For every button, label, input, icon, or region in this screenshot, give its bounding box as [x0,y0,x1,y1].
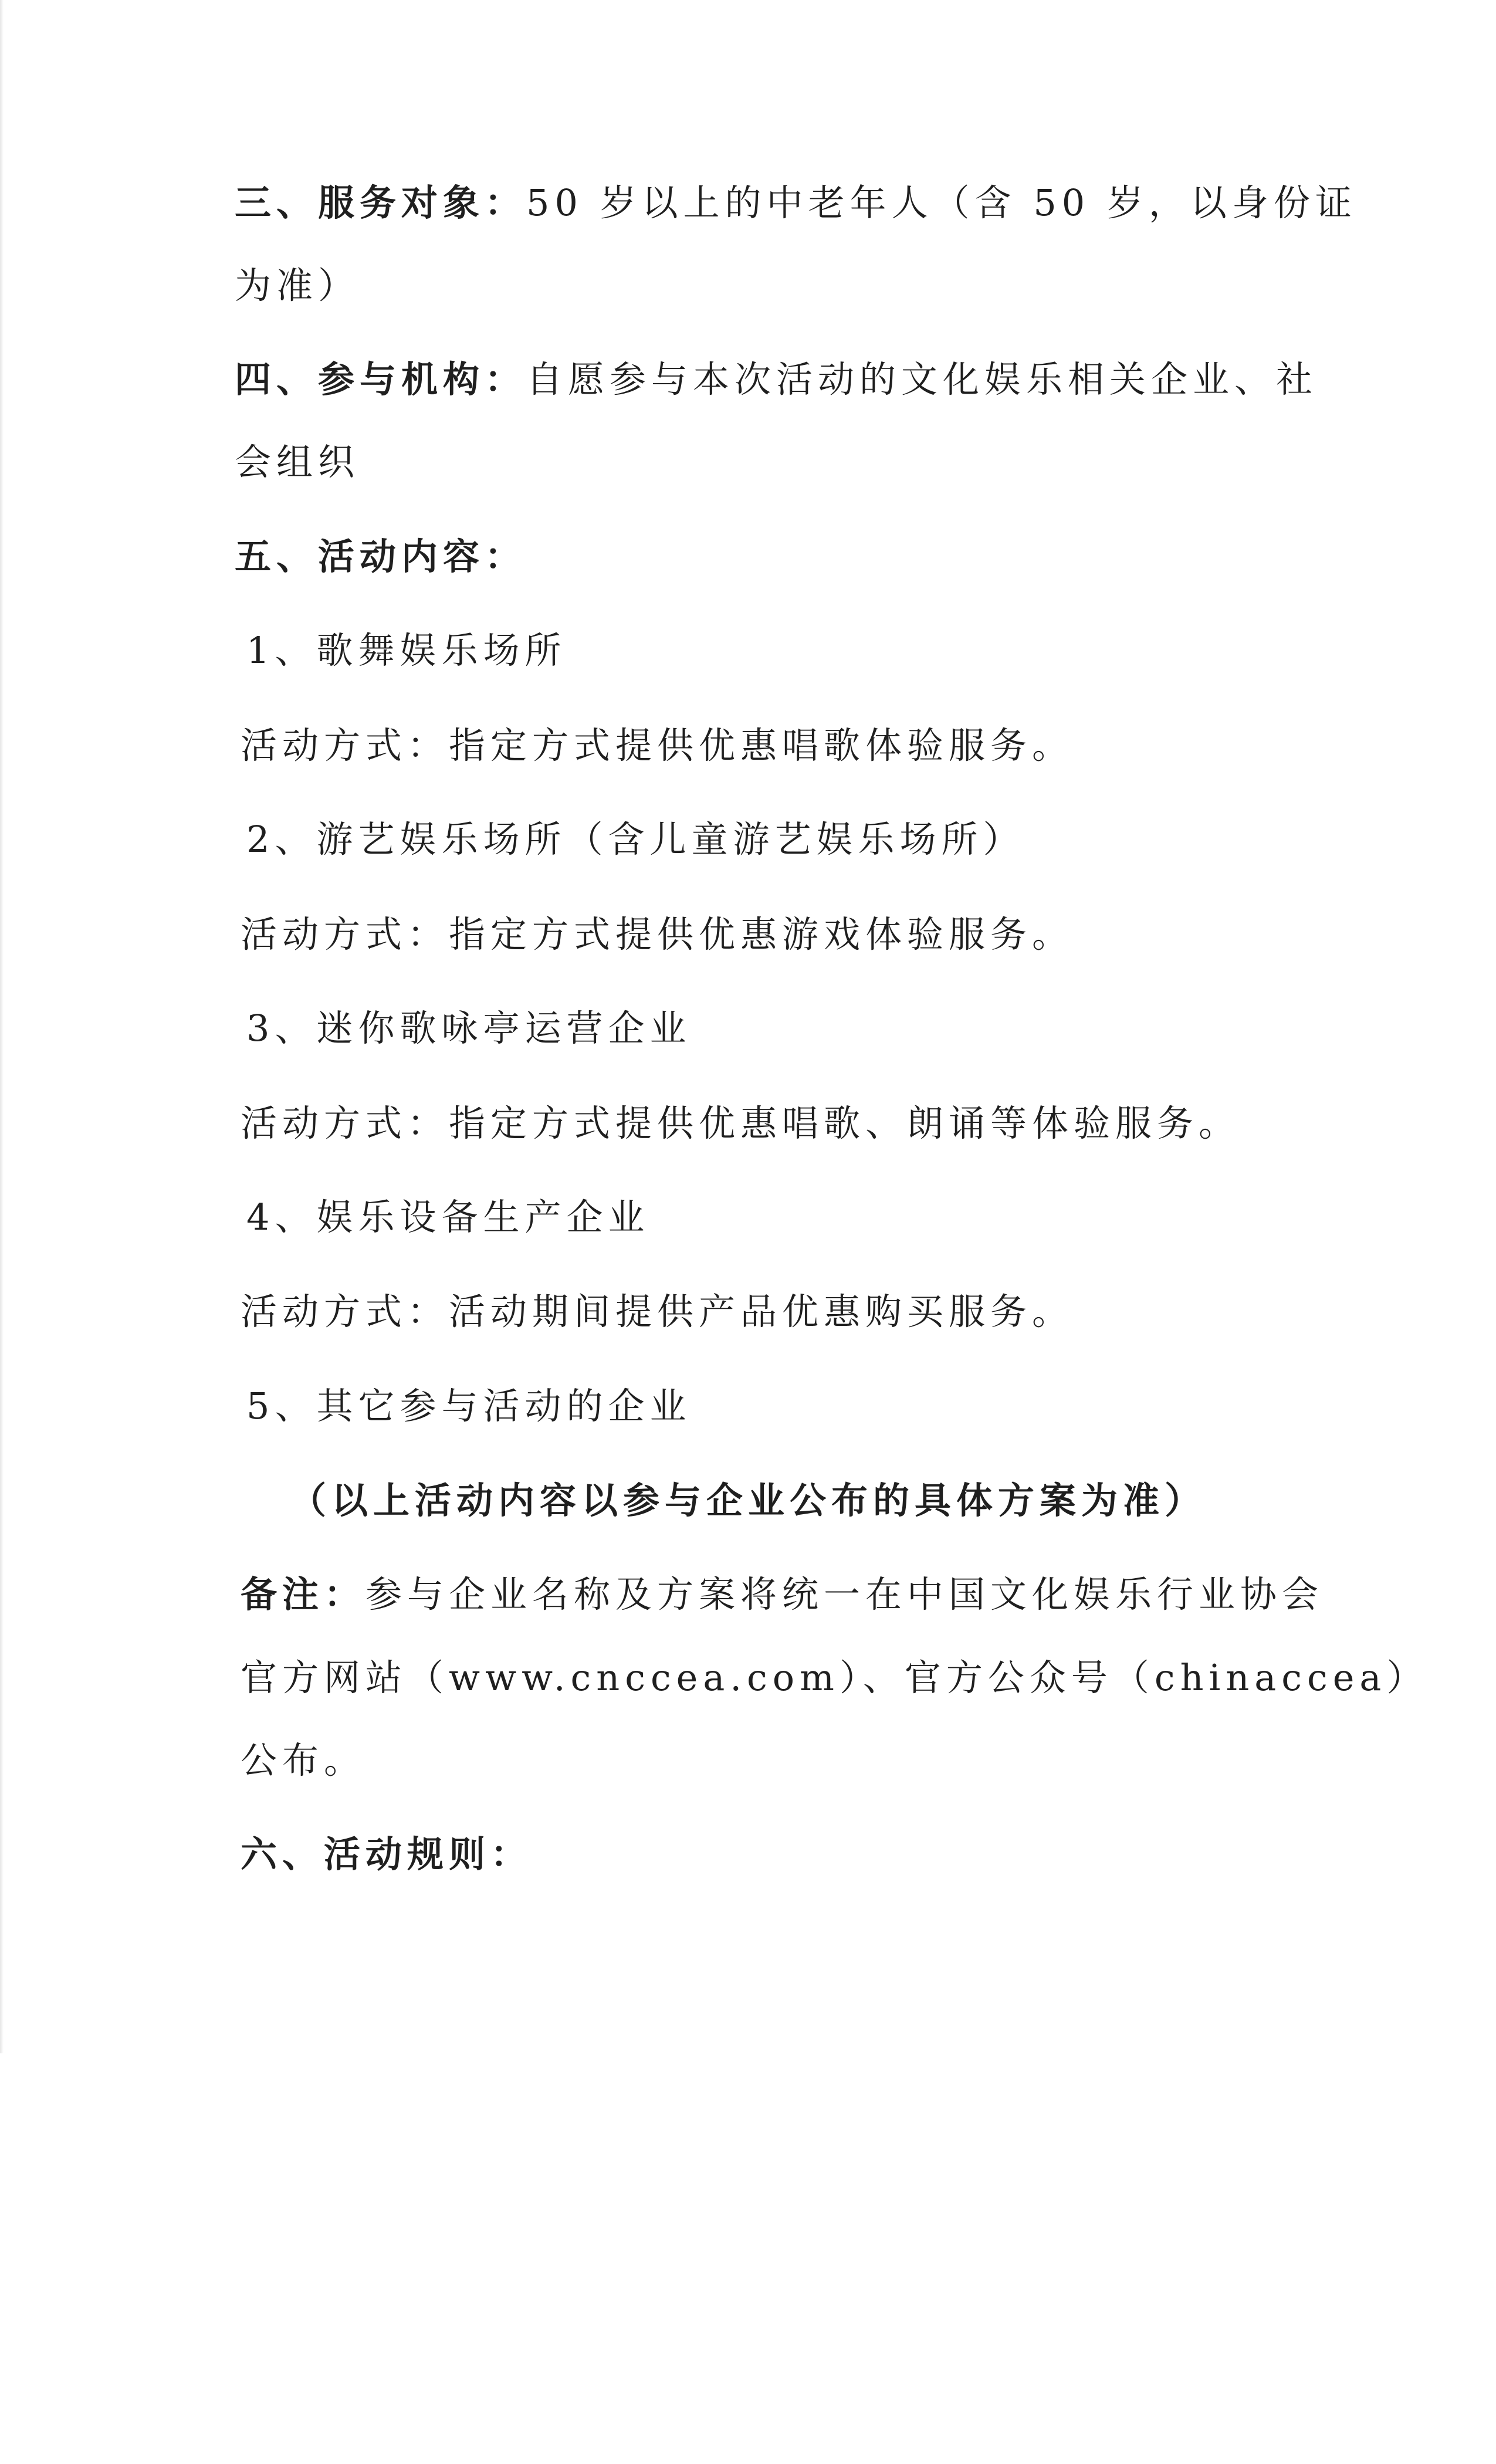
section4-text-line1: 自愿参与本次活动的文化娱乐相关企业、社 [526,358,1318,401]
section5-heading: 五、活动内容： [235,535,527,578]
item-3-method: 活动方式：指定方式提供优惠唱歌、朗诵等体验服务。 [241,1102,1241,1145]
section4-text-line2: 会组织 [235,441,360,483]
section3-line1 [235,181,1357,224]
scan-edge-shadow [0,0,4,2053]
section6-heading: 六、活动规则： [241,1833,533,1876]
section4-line1 [235,358,1318,401]
section3-label: 三、服务对象： [235,181,527,224]
remark-line1 [241,1573,1324,1616]
item-1-title: 1、歌舞娱乐场所 [246,629,567,672]
remark-label: 备注： [241,1573,366,1616]
item-4-title: 4、娱乐设备生产企业 [246,1196,650,1238]
activity-content-note: （以上活动内容以参与企业公布的具体方案为准） [289,1479,1206,1522]
section4-label: 四、参与机构： [235,358,527,401]
remark-text-line3: 公布。 [241,1739,366,1782]
section3-text-line2: 为准） [235,264,360,307]
remark-text-line2: 官方网站（www.cnccea.com）、官方公众号（chinaccea） [241,1656,1429,1699]
item-4-method: 活动方式：活动期间提供产品优惠购买服务。 [241,1290,1074,1333]
item-5-title: 5、其它参与活动的企业 [246,1385,692,1427]
item-2-title: 2、游艺娱乐场所（含儿童游艺娱乐场所） [246,818,1025,861]
section3-text-line1: 50 岁以上的中老年人（含 50 岁，以身份证 [526,181,1357,224]
item-3-title: 3、迷你歌咏亭运营企业 [246,1007,692,1050]
item-2-method: 活动方式：指定方式提供优惠游戏体验服务。 [241,913,1074,956]
remark-text-line1: 参与企业名称及方案将统一在中国文化娱乐行业协会 [365,1573,1324,1616]
item-1-method: 活动方式：指定方式提供优惠唱歌体验服务。 [241,724,1074,767]
